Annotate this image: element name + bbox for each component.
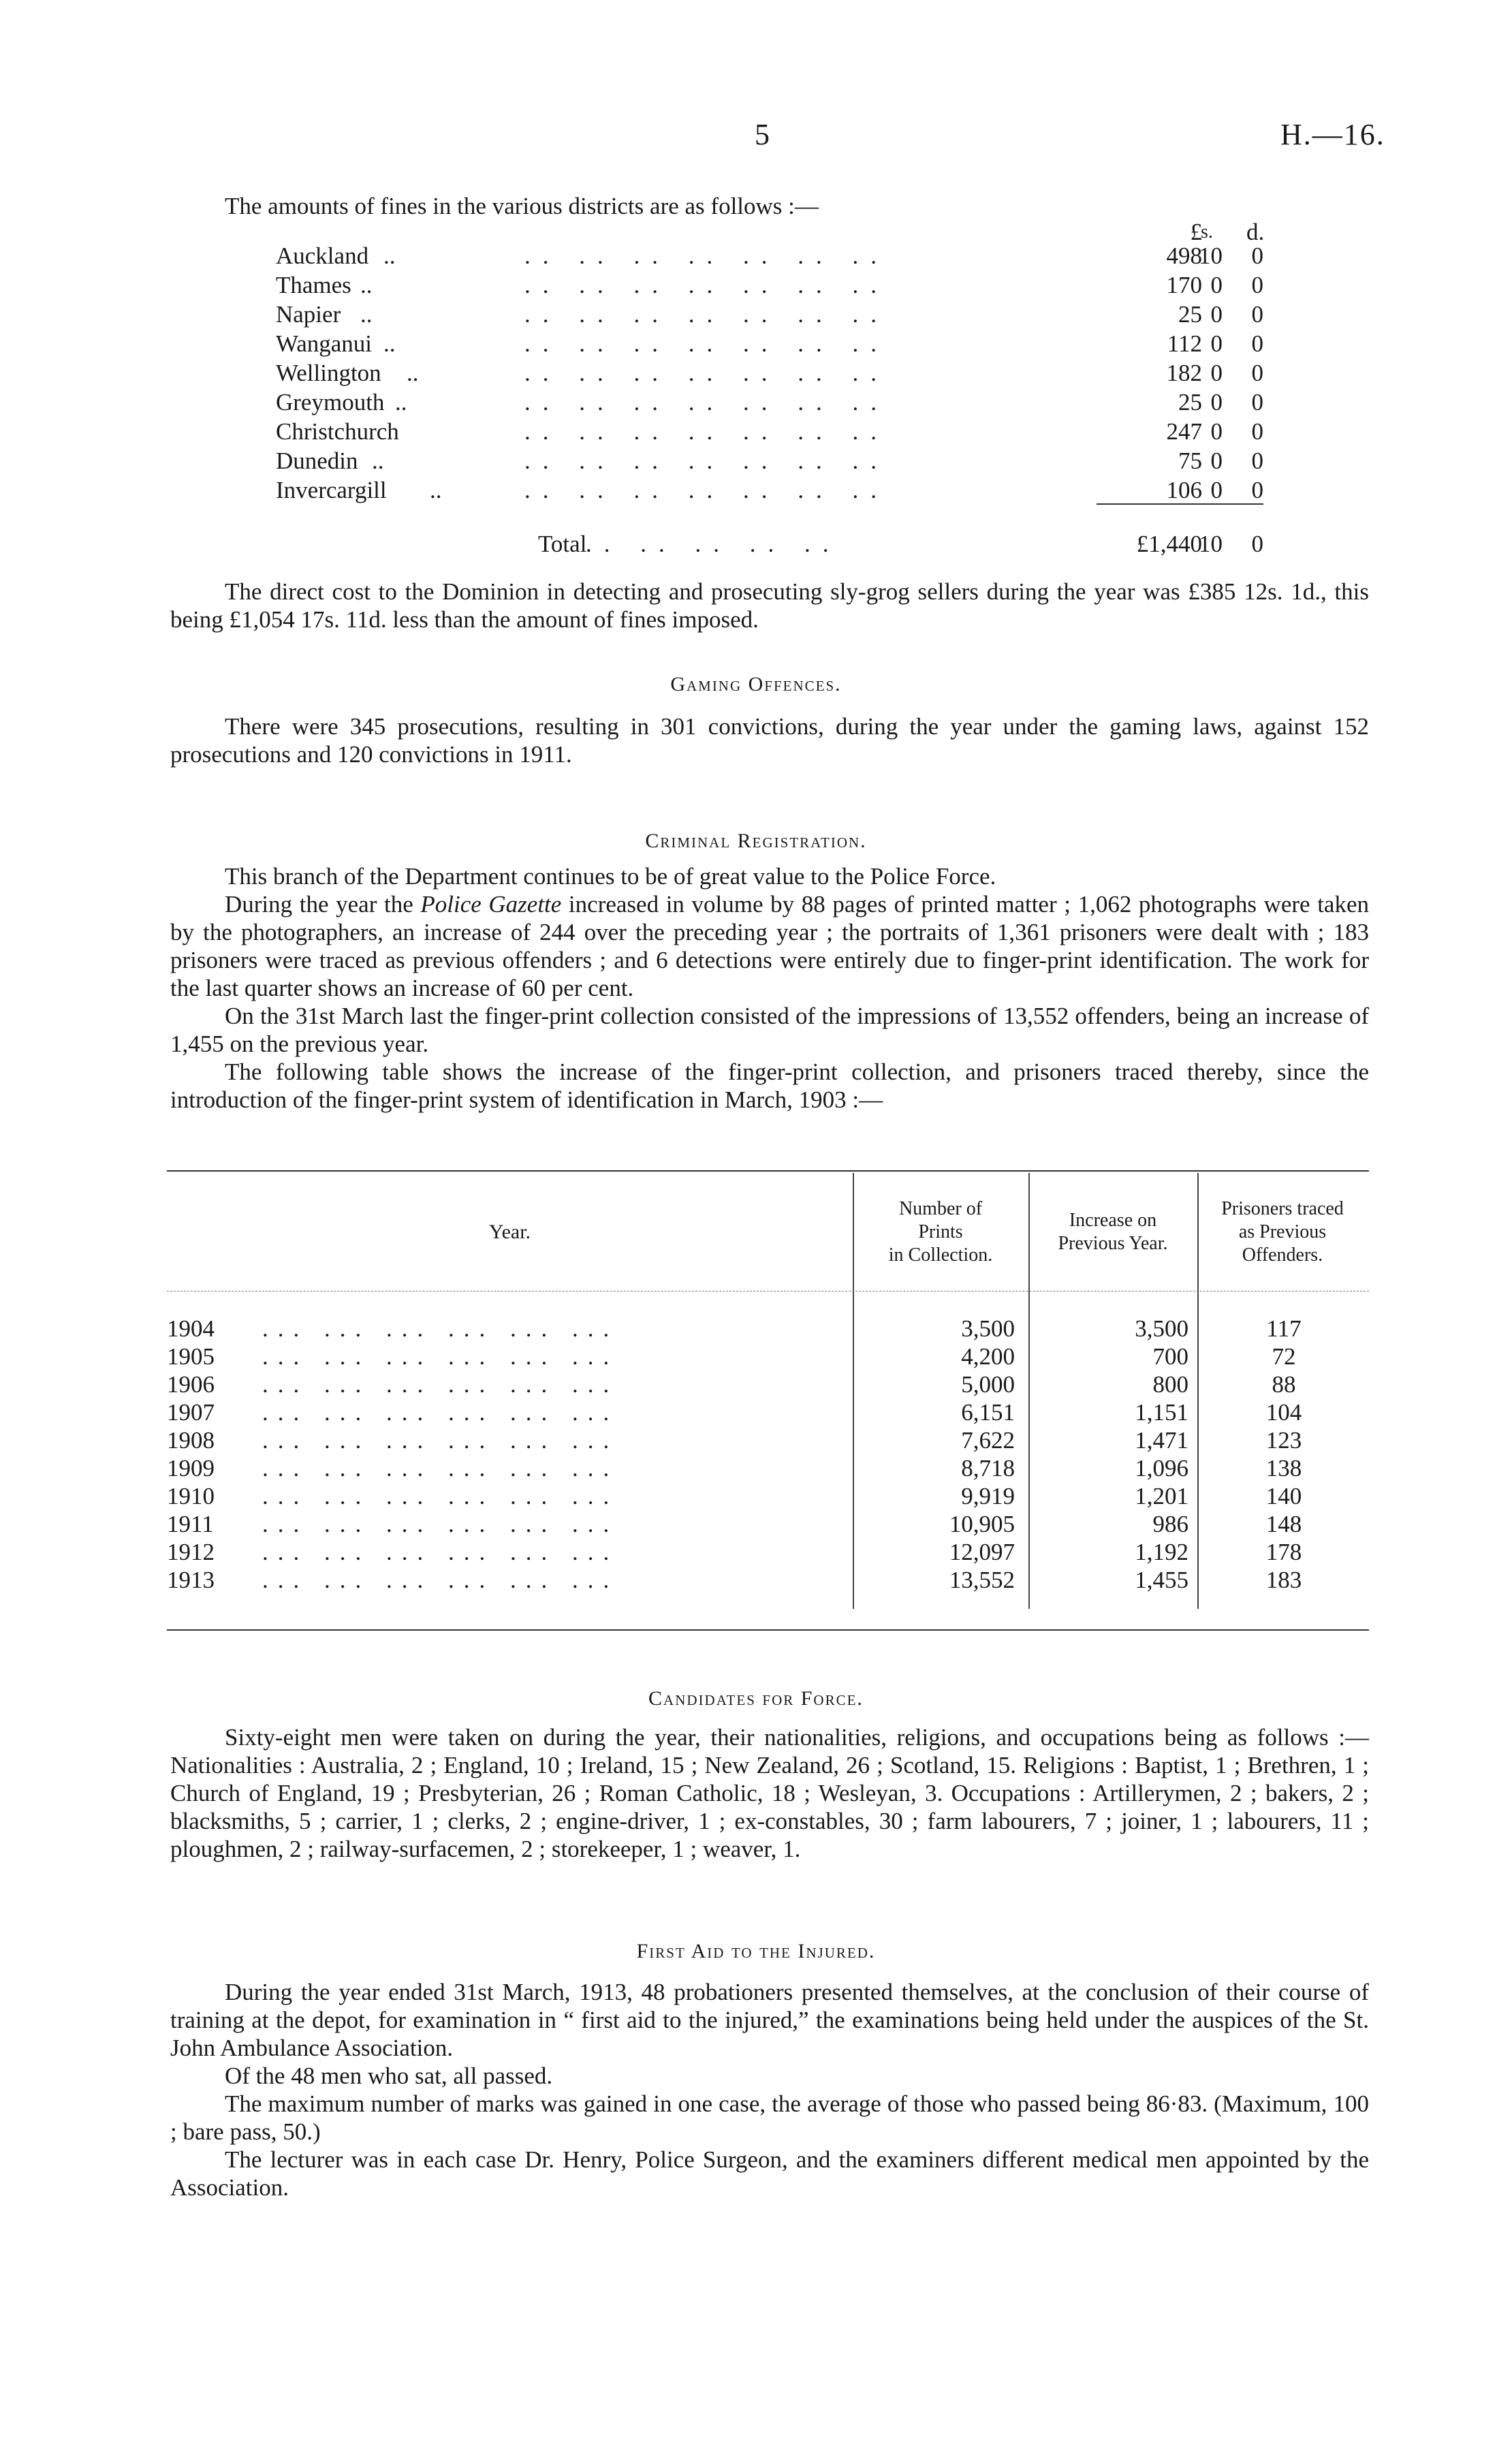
prints-cell: 9,919 (961, 1483, 1015, 1509)
first-aid-heading: First Aid to the Injured. (636, 1940, 876, 1962)
prints-cell: 4,200 (961, 1343, 1015, 1370)
traced-cell: 88 (1272, 1371, 1296, 1398)
fine-pounds: 170 (1166, 272, 1202, 298)
prints-cell: 3,500 (961, 1315, 1015, 1342)
fine-pounds: 247 (1166, 418, 1202, 445)
fine-pounds: 25 (1178, 301, 1202, 328)
table-top-rule (167, 1170, 1369, 1172)
table-row (167, 1538, 1379, 1566)
year-cell: 1913 (167, 1567, 215, 1593)
dot-leader: .. .. .. .. .. .. .. (524, 389, 889, 415)
table-row (167, 1454, 1379, 1482)
increase-cell: 800 (1152, 1371, 1188, 1398)
district-lead-dots: .. (360, 301, 373, 328)
table-row (167, 1510, 1379, 1538)
fine-pence: 0 (1251, 418, 1263, 445)
year-cell: 1904 (167, 1315, 215, 1342)
increase-cell: 700 (1152, 1343, 1188, 1370)
fine-pounds: 182 (1166, 360, 1202, 386)
increase-cell: 1,096 (1135, 1455, 1188, 1481)
table-row (167, 1398, 1379, 1426)
total-dot-leader: .. .. .. .. .. (586, 531, 841, 557)
year-cell: 1909 (167, 1455, 215, 1481)
increase-cell: 1,201 (1135, 1483, 1188, 1509)
criminal-heading: Criminal Registration. (645, 830, 867, 852)
cost-paragraph: The direct cost to the Dominion in detecting and prosecuting sly-grog sellers during the year was £385 12s. 1d., this being £1,054 17s. 11d. less than the amount of fines imposed. (170, 578, 1369, 633)
increase-column-header: Increase on Previous Year. (1058, 1210, 1168, 1254)
year-cell: 1910 (167, 1483, 215, 1509)
dot-leader: .. .. .. .. .. .. .. (524, 301, 889, 328)
district-name: Wanganui (276, 330, 373, 357)
traced-cell: 183 (1265, 1567, 1302, 1593)
fine-shillings: 0 (1210, 301, 1223, 328)
gaming-heading: Gaming Offences. (670, 673, 842, 695)
document-code: H.—16. (1280, 118, 1385, 151)
fine-pounds: 106 (1166, 477, 1202, 503)
district-name: Napier (276, 301, 341, 328)
row-dot-leader: ... ... ... ... ... ... (262, 1371, 619, 1398)
candidates-heading: Candidates for Force. (648, 1687, 864, 1710)
prints-cell: 13,552 (949, 1567, 1015, 1593)
district-lead-dots: .. (383, 242, 396, 269)
year-cell: 1908 (167, 1427, 215, 1454)
traced-cell: 138 (1265, 1455, 1302, 1481)
total-label: Total (538, 531, 587, 557)
row-dot-leader: ... ... ... ... ... ... (262, 1539, 619, 1565)
prints-column-header: Number of Prints in Collection. (888, 1198, 993, 1266)
fine-pence: 0 (1251, 360, 1263, 386)
fine-shillings: 0 (1210, 448, 1223, 474)
shillings-header: s. (1201, 221, 1213, 242)
fine-pounds: 112 (1167, 330, 1202, 357)
traced-cell: 117 (1266, 1315, 1302, 1342)
fine-shillings: 0 (1210, 418, 1223, 445)
fine-pence: 0 (1251, 301, 1263, 328)
district-name: Christchurch (276, 418, 399, 445)
row-dot-leader: ... ... ... ... ... ... (262, 1343, 619, 1370)
prints-cell: 7,622 (961, 1427, 1015, 1454)
district-name: Wellington (276, 360, 381, 386)
dot-leader: .. .. .. .. .. .. .. (524, 272, 889, 298)
dot-leader: .. .. .. .. .. .. .. (524, 242, 889, 269)
traced-cell: 148 (1265, 1511, 1302, 1537)
fine-shillings: 0 (1210, 272, 1223, 298)
table-row (167, 1370, 1379, 1398)
table-row (167, 1566, 1379, 1594)
year-cell: 1911 (167, 1511, 214, 1537)
dot-leader: .. .. .. .. .. .. .. (524, 330, 889, 357)
fine-pence: 0 (1251, 389, 1263, 415)
increase-cell: 986 (1152, 1511, 1188, 1537)
candidates-paragraph: Sixty-eight men were taken on during the year, their nationalities, religions, and occupations being as follows :—Nationalities : Australia, 2 ; England, 10 ; Ireland, 15 ; New Zealand, 26 ; Scotland, 15. Religions : Baptist, 1 ; Brethren, 1 ; Church of England, 19 ; Presbyterian, 26 ; Roman Catholic, 18 ; Wesleyan, 3. Occupations : Artillerymen, 2 ; bakers, 2 ; blacksmiths, 5 ; carrier, 1 ; clerks, 2 ; engine-driver, 1 ; ex-constables, 30 ; farm labourers, 7 ; joiner, 1 ; labourers, 11 ; ploughmen, 2 ; railway-surfacemen, 2 ; storekeeper, 1 ; weaver, 1. (170, 1724, 1369, 1862)
district-name: Dunedin (276, 448, 358, 474)
traced-cell: 123 (1265, 1427, 1302, 1454)
fine-pence: 0 (1251, 242, 1263, 269)
traced-cell: 140 (1265, 1483, 1302, 1509)
dot-leader: .. .. .. .. .. .. .. (524, 418, 889, 445)
sum-rule (1097, 503, 1263, 505)
increase-cell: 3,500 (1135, 1315, 1188, 1342)
dot-leader: .. .. .. .. .. .. .. (524, 360, 889, 386)
year-cell: 1906 (167, 1371, 215, 1398)
district-name: Invercargill (276, 477, 387, 503)
prints-cell: 5,000 (961, 1371, 1015, 1398)
fines-intro: The amounts of fines in the various districts are as follows :— (225, 193, 819, 219)
increase-cell: 1,455 (1135, 1567, 1188, 1593)
fine-pounds: 75 (1178, 448, 1202, 474)
pence-header: d. (1246, 219, 1265, 245)
fine-shillings: 0 (1210, 330, 1223, 357)
district-lead-dots: .. (383, 330, 396, 357)
dot-leader: .. .. .. .. .. .. .. (524, 477, 889, 503)
row-dot-leader: ... ... ... ... ... ... (262, 1399, 619, 1426)
row-dot-leader: ... ... ... ... ... ... (262, 1455, 619, 1481)
total-shillings: 10 (1199, 531, 1223, 557)
first-aid-paragraphs: During the year ended 31st March, 1913, 48 probationers presented themselves, at the conclusion of their course of training at the depot, for examination in “ first aid to the injured,” the examinations being held under the auspices of the St. John Ambulance Association. Of the 48 men who sat, all passed. The maximum number of marks was gained in one case, the average of those who passed being 86·83. (Maximum, 100 ; bare pass, 50.) The lecturer was in each case Dr. Henry, Police Surgeon, and the examiners different medical men appointed by the Association. (170, 1979, 1369, 2201)
fine-pence: 0 (1251, 448, 1263, 474)
fine-pence: 0 (1251, 272, 1263, 298)
increase-cell: 1,151 (1135, 1399, 1188, 1426)
row-dot-leader: ... ... ... ... ... ... (262, 1511, 619, 1537)
fine-pence: 0 (1251, 330, 1263, 357)
row-dot-leader: ... ... ... ... ... ... (262, 1427, 619, 1454)
year-column-header: Year. (488, 1221, 531, 1243)
fine-shillings: 0 (1210, 477, 1223, 503)
district-lead-dots: .. (360, 272, 373, 298)
prints-cell: 10,905 (949, 1511, 1015, 1537)
traced-cell: 178 (1265, 1539, 1302, 1565)
fine-pounds: 25 (1178, 389, 1202, 415)
increase-cell: 1,192 (1135, 1539, 1188, 1565)
table-bottom-rule (167, 1629, 1369, 1631)
prints-cell: 12,097 (949, 1539, 1015, 1565)
page-number: 5 (755, 118, 770, 151)
year-cell: 1905 (167, 1343, 215, 1370)
table-row (167, 1343, 1379, 1370)
criminal-paragraphs: This branch of the Department continues to be of great value to the Police Force. During the year the Police Gazette increased in volume by 88 pages of printed matter ; 1,062 photographs were taken by the photographers, an increase of 244 over the preceding year ; the portraits of 1,361 prisoners were dealt with ; 183 prisoners were traced as previous offenders ; and 6 detections were entirely due to finger-print identification. The work for the last quarter shows an increase of 60 per cent. On the 31st March last the finger-print collection consisted of the impressions of 13,552 offenders, being an increase of 1,455 on the previous year. The following table shows the increase of the finger-print collection, and prisoners traced thereby, since the introduction of the finger-print system of identification in March, 1903 :— (170, 863, 1369, 1113)
traced-cell: 104 (1265, 1399, 1302, 1426)
traced-cell: 72 (1272, 1343, 1296, 1370)
district-lead-dots: .. (407, 360, 419, 386)
fine-pounds: 498 (1166, 242, 1202, 269)
district-lead-dots: .. (372, 448, 384, 474)
fine-pence: 0 (1251, 477, 1263, 503)
prints-cell: 6,151 (961, 1399, 1015, 1426)
district-name: Greymouth (276, 389, 385, 415)
district-lead-dots: .. (395, 389, 407, 415)
table-row (167, 1482, 1379, 1510)
total-pounds: £1,440 (1136, 531, 1202, 557)
pounds-header: £ (1190, 219, 1202, 245)
year-cell: 1912 (167, 1539, 215, 1565)
year-cell: 1907 (167, 1399, 215, 1426)
police-gazette-title: Police Gazette (420, 891, 562, 918)
prints-cell: 8,718 (961, 1455, 1015, 1481)
table-row (167, 1426, 1379, 1454)
district-name: Auckland (276, 242, 369, 269)
row-dot-leader: ... ... ... ... ... ... (262, 1483, 619, 1509)
total-pence: 0 (1251, 531, 1263, 557)
district-name: Thames (276, 272, 351, 298)
gaming-paragraph: There were 345 prosecutions, resulting in 301 convictions, during the year under the gaming laws, against 152 prosecutions and 120 convictions in 1911. (170, 713, 1369, 768)
dot-leader: .. .. .. .. .. .. .. (524, 448, 889, 474)
fine-shillings: 0 (1210, 389, 1223, 415)
increase-cell: 1,471 (1135, 1427, 1188, 1454)
traced-column-header: Prisoners traced as Previous Offenders. (1221, 1198, 1344, 1266)
fine-shillings: 0 (1210, 360, 1223, 386)
district-lead-dots: .. (430, 477, 442, 503)
fine-shillings: 10 (1199, 242, 1223, 269)
row-dot-leader: ... ... ... ... ... ... (262, 1315, 619, 1342)
row-dot-leader: ... ... ... ... ... ... (262, 1567, 619, 1593)
table-row (167, 1315, 1379, 1343)
